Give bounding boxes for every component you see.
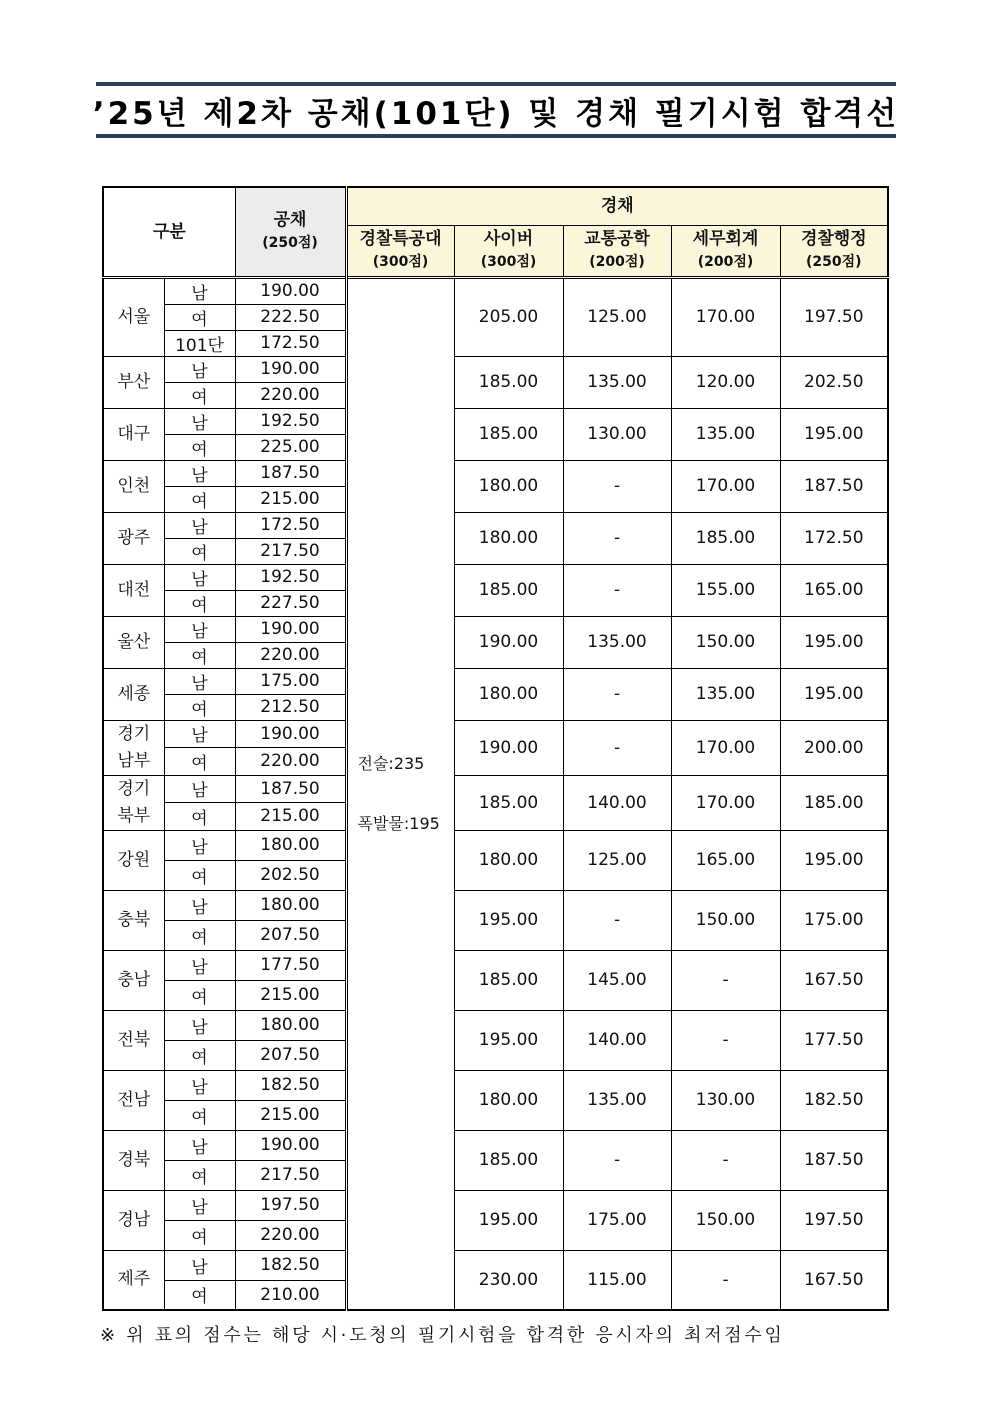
- public-score-cell: 217.50: [235, 538, 346, 564]
- admin-score-cell: 185.00: [780, 775, 888, 830]
- table-header: [103, 187, 888, 277]
- public-score-cell: 172.50: [235, 330, 346, 356]
- public-header-label: 공채: [273, 210, 307, 231]
- region-cell: [103, 564, 164, 616]
- region-name: 경기: [117, 778, 151, 799]
- title-banner: [92, 82, 900, 138]
- tactics-score: 전술:235: [357, 753, 425, 773]
- subgroup-cell: 여: [164, 382, 235, 408]
- region-name: 부산: [117, 371, 151, 392]
- subgroup-cell: 남: [164, 616, 235, 642]
- traffic-score-cell: 125.00: [563, 830, 671, 890]
- public-score-cell: 197.50: [235, 1190, 346, 1220]
- table-row: [103, 356, 888, 382]
- subgroup-cell: 남: [164, 408, 235, 434]
- region-cell: [103, 1250, 164, 1310]
- region-name: 경기: [117, 723, 151, 744]
- admin-score-cell: 187.50: [780, 460, 888, 512]
- table-row: [103, 1130, 888, 1160]
- special-column-header: [563, 225, 671, 277]
- subgroup-cell: 남: [164, 1010, 235, 1040]
- cyber-score-cell: 180.00: [454, 512, 563, 564]
- subgroup-cell: 남: [164, 564, 235, 590]
- public-score-cell: 192.50: [235, 408, 346, 434]
- subgroup-cell: 여: [164, 694, 235, 720]
- tax-score-cell: 120.00: [671, 356, 780, 408]
- tax-score-cell: 150.00: [671, 616, 780, 668]
- admin-score-cell: 197.50: [780, 277, 888, 356]
- table-row: [103, 890, 888, 920]
- region-name: 충남: [117, 969, 151, 990]
- table-row: [103, 564, 888, 590]
- region-name: 경북: [117, 1149, 151, 1170]
- subgroup-cell: 여: [164, 1040, 235, 1070]
- region-cell: [103, 356, 164, 408]
- traffic-score-cell: 115.00: [563, 1250, 671, 1310]
- special-column-name: 세무회계: [692, 229, 759, 249]
- subgroup-cell: 여: [164, 434, 235, 460]
- admin-score-cell: 187.50: [780, 1130, 888, 1190]
- special-column-header: [346, 225, 454, 277]
- subgroup-cell: 여: [164, 920, 235, 950]
- subgroup-cell: 여: [164, 1220, 235, 1250]
- traffic-score-cell: 175.00: [563, 1190, 671, 1250]
- cyber-score-cell: 195.00: [454, 1010, 563, 1070]
- tax-score-cell: -: [671, 1130, 780, 1190]
- public-header-points: (250점): [262, 235, 318, 252]
- traffic-score-cell: -: [563, 512, 671, 564]
- region-name: 전북: [117, 1029, 151, 1050]
- public-score-cell: 217.50: [235, 1160, 346, 1190]
- public-score-cell: 220.00: [235, 1220, 346, 1250]
- tax-score-cell: 155.00: [671, 564, 780, 616]
- table-row: [103, 1070, 888, 1100]
- traffic-score-cell: 130.00: [563, 408, 671, 460]
- admin-score-cell: 182.50: [780, 1070, 888, 1130]
- table-row: [103, 277, 888, 304]
- table-row: [103, 830, 888, 860]
- cyber-score-cell: 230.00: [454, 1250, 563, 1310]
- public-score-cell: 187.50: [235, 460, 346, 486]
- subgroup-cell: 여: [164, 590, 235, 616]
- special-column-points: (200점): [589, 254, 645, 270]
- public-score-cell: 177.50: [235, 950, 346, 980]
- traffic-score-cell: -: [563, 1130, 671, 1190]
- subgroup-cell: 남: [164, 668, 235, 694]
- special-column-points: (250점): [806, 254, 862, 270]
- traffic-score-cell: 135.00: [563, 616, 671, 668]
- public-header: [235, 187, 346, 277]
- subgroup-cell: 남: [164, 950, 235, 980]
- region-name: 세종: [117, 683, 151, 704]
- public-score-cell: 190.00: [235, 356, 346, 382]
- region-cell: [103, 460, 164, 512]
- tax-score-cell: 130.00: [671, 1070, 780, 1130]
- admin-score-cell: 195.00: [780, 616, 888, 668]
- cyber-score-cell: 190.00: [454, 720, 563, 775]
- public-score-cell: 215.00: [235, 486, 346, 512]
- tax-score-cell: 170.00: [671, 775, 780, 830]
- cyber-score-cell: 180.00: [454, 1070, 563, 1130]
- public-score-cell: 187.50: [235, 775, 346, 803]
- region-cell: [103, 720, 164, 775]
- subgroup-cell: 여: [164, 1100, 235, 1130]
- special-column-name: 경찰행정: [800, 229, 867, 249]
- subgroup-cell: 여: [164, 304, 235, 330]
- tax-score-cell: -: [671, 1010, 780, 1070]
- tax-score-cell: -: [671, 1250, 780, 1310]
- table-row: [103, 1250, 888, 1280]
- admin-score-cell: 167.50: [780, 1250, 888, 1310]
- admin-score-cell: 200.00: [780, 720, 888, 775]
- special-column-header: [671, 225, 780, 277]
- cyber-score-cell: 195.00: [454, 890, 563, 950]
- public-score-cell: 190.00: [235, 277, 346, 304]
- region-name: 대전: [117, 579, 151, 600]
- public-score-cell: 210.00: [235, 1280, 346, 1310]
- table-row: [103, 408, 888, 434]
- subgroup-cell: 여: [164, 538, 235, 564]
- public-score-cell: 190.00: [235, 616, 346, 642]
- public-score-cell: 227.50: [235, 590, 346, 616]
- subgroup-cell: 여: [164, 860, 235, 890]
- public-score-cell: 180.00: [235, 830, 346, 860]
- public-score-cell: 220.00: [235, 642, 346, 668]
- region-name: 충북: [117, 909, 151, 930]
- traffic-score-cell: -: [563, 668, 671, 720]
- public-score-cell: 220.00: [235, 748, 346, 776]
- admin-score-cell: 195.00: [780, 830, 888, 890]
- special-column-name: 교통공학: [584, 229, 650, 249]
- traffic-score-cell: 140.00: [563, 1010, 671, 1070]
- subgroup-cell: 101단: [164, 330, 235, 356]
- region-name: 경남: [117, 1209, 151, 1230]
- cyber-score-cell: 185.00: [454, 564, 563, 616]
- public-score-cell: 225.00: [235, 434, 346, 460]
- traffic-score-cell: -: [563, 890, 671, 950]
- tax-score-cell: 170.00: [671, 277, 780, 356]
- subgroup-cell: 남: [164, 356, 235, 382]
- special-column-points: (200점): [697, 254, 754, 270]
- cyber-score-cell: 185.00: [454, 950, 563, 1010]
- page-title: ’25년 제2차 공채(101단) 및 경채 필기시험 합격선: [92, 95, 900, 132]
- region-name: 인천: [117, 475, 151, 496]
- traffic-score-cell: 135.00: [563, 1070, 671, 1130]
- cyber-score-cell: 185.00: [454, 1130, 563, 1190]
- region-cell: [103, 1130, 164, 1190]
- division-header: 구분: [103, 187, 235, 277]
- tax-score-cell: 185.00: [671, 512, 780, 564]
- police-special-forces-cell: [346, 277, 454, 1310]
- admin-score-cell: 177.50: [780, 1010, 888, 1070]
- public-score-cell: 172.50: [235, 512, 346, 538]
- cyber-score-cell: 205.00: [454, 277, 563, 356]
- table-row: [103, 668, 888, 694]
- cyber-score-cell: 185.00: [454, 408, 563, 460]
- cyber-score-cell: 180.00: [454, 668, 563, 720]
- tax-score-cell: 170.00: [671, 720, 780, 775]
- explosives-score: 폭발물:195: [357, 813, 440, 833]
- public-score-cell: 175.00: [235, 668, 346, 694]
- subgroup-cell: 여: [164, 803, 235, 831]
- region-name: 광주: [117, 527, 151, 548]
- region-cell: [103, 775, 164, 830]
- traffic-score-cell: -: [563, 564, 671, 616]
- tax-score-cell: 165.00: [671, 830, 780, 890]
- table-row: [103, 460, 888, 486]
- admin-score-cell: 175.00: [780, 890, 888, 950]
- traffic-score-cell: -: [563, 460, 671, 512]
- tax-score-cell: 150.00: [671, 890, 780, 950]
- traffic-score-cell: 140.00: [563, 775, 671, 830]
- subgroup-cell: 여: [164, 980, 235, 1010]
- tax-score-cell: 170.00: [671, 460, 780, 512]
- subgroup-cell: 남: [164, 512, 235, 538]
- subgroup-cell: 여: [164, 748, 235, 776]
- subgroup-cell: 남: [164, 277, 235, 304]
- public-score-cell: 220.00: [235, 382, 346, 408]
- region-name: 서울: [117, 306, 151, 327]
- table-body: [103, 277, 888, 1310]
- region-cell: [103, 408, 164, 460]
- region-cell: [103, 950, 164, 1010]
- cyber-score-cell: 180.00: [454, 830, 563, 890]
- public-score-cell: 180.00: [235, 1010, 346, 1040]
- cyber-score-cell: 190.00: [454, 616, 563, 668]
- subgroup-cell: 남: [164, 1070, 235, 1100]
- subgroup-cell: 남: [164, 1190, 235, 1220]
- subgroup-cell: 남: [164, 1130, 235, 1160]
- public-score-cell: 192.50: [235, 564, 346, 590]
- public-score-cell: 207.50: [235, 920, 346, 950]
- public-score-cell: 182.50: [235, 1250, 346, 1280]
- cyber-score-cell: 185.00: [454, 775, 563, 830]
- admin-score-cell: 172.50: [780, 512, 888, 564]
- public-score-cell: 215.00: [235, 803, 346, 831]
- subgroup-cell: 남: [164, 775, 235, 803]
- footnote: ※ 위 표의 점수는 해당 시·도청의 필기시험을 합격한 응시자의 최저점수임: [100, 1325, 785, 1346]
- special-header: 경채: [346, 187, 888, 225]
- subgroup-cell: 여: [164, 1160, 235, 1190]
- table-row: [103, 512, 888, 538]
- special-column-name: 경찰특공대: [359, 229, 442, 249]
- table-row: [103, 720, 888, 748]
- subgroup-cell: 여: [164, 1280, 235, 1310]
- public-score-cell: 222.50: [235, 304, 346, 330]
- traffic-score-cell: 125.00: [563, 277, 671, 356]
- region-name: 전남: [117, 1089, 151, 1110]
- region-cell: [103, 512, 164, 564]
- region-cell: [103, 1070, 164, 1130]
- public-score-cell: 207.50: [235, 1040, 346, 1070]
- subgroup-cell: 남: [164, 830, 235, 860]
- traffic-score-cell: -: [563, 720, 671, 775]
- table-row: [103, 775, 888, 803]
- public-score-cell: 202.50: [235, 860, 346, 890]
- cutoff-table: [102, 186, 889, 1311]
- subgroup-cell: 남: [164, 460, 235, 486]
- public-score-cell: 180.00: [235, 890, 346, 920]
- cyber-score-cell: 195.00: [454, 1190, 563, 1250]
- public-score-cell: 190.00: [235, 1130, 346, 1160]
- region-cell: [103, 830, 164, 890]
- cyber-score-cell: 185.00: [454, 356, 563, 408]
- subgroup-cell: 여: [164, 642, 235, 668]
- traffic-score-cell: 135.00: [563, 356, 671, 408]
- region-name: 남부: [117, 750, 151, 771]
- region-cell: [103, 1190, 164, 1250]
- tax-score-cell: 150.00: [671, 1190, 780, 1250]
- admin-score-cell: 202.50: [780, 356, 888, 408]
- subgroup-cell: 남: [164, 720, 235, 748]
- region-cell: [103, 277, 164, 356]
- public-score-cell: 182.50: [235, 1070, 346, 1100]
- table-row: [103, 616, 888, 642]
- special-column-points: (300점): [372, 254, 429, 270]
- region-name: 북부: [117, 805, 151, 826]
- admin-score-cell: 195.00: [780, 668, 888, 720]
- public-score-cell: 190.00: [235, 720, 346, 748]
- subgroup-cell: 남: [164, 1250, 235, 1280]
- special-column-header: [780, 225, 888, 277]
- admin-score-cell: 167.50: [780, 950, 888, 1010]
- region-cell: [103, 668, 164, 720]
- region-cell: [103, 890, 164, 950]
- special-column-header: [454, 225, 563, 277]
- admin-score-cell: 165.00: [780, 564, 888, 616]
- subgroup-cell: 여: [164, 486, 235, 512]
- special-column-name: 사이버: [483, 229, 534, 249]
- admin-score-cell: 197.50: [780, 1190, 888, 1250]
- tax-score-cell: 135.00: [671, 408, 780, 460]
- table-row: [103, 1010, 888, 1040]
- region-name: 강원: [117, 849, 151, 870]
- public-score-cell: 215.00: [235, 980, 346, 1010]
- public-score-cell: 215.00: [235, 1100, 346, 1130]
- region-cell: [103, 616, 164, 668]
- tax-score-cell: -: [671, 950, 780, 1010]
- region-cell: [103, 1010, 164, 1070]
- table-row: [103, 1190, 888, 1220]
- admin-score-cell: 195.00: [780, 408, 888, 460]
- table-row: [103, 950, 888, 980]
- region-name: 울산: [117, 631, 151, 652]
- tax-score-cell: 135.00: [671, 668, 780, 720]
- cyber-score-cell: 180.00: [454, 460, 563, 512]
- subgroup-cell: 남: [164, 890, 235, 920]
- special-column-points: (300점): [480, 254, 537, 270]
- region-name: 제주: [117, 1269, 151, 1290]
- traffic-score-cell: 145.00: [563, 950, 671, 1010]
- region-name: 대구: [117, 423, 151, 444]
- public-score-cell: 212.50: [235, 694, 346, 720]
